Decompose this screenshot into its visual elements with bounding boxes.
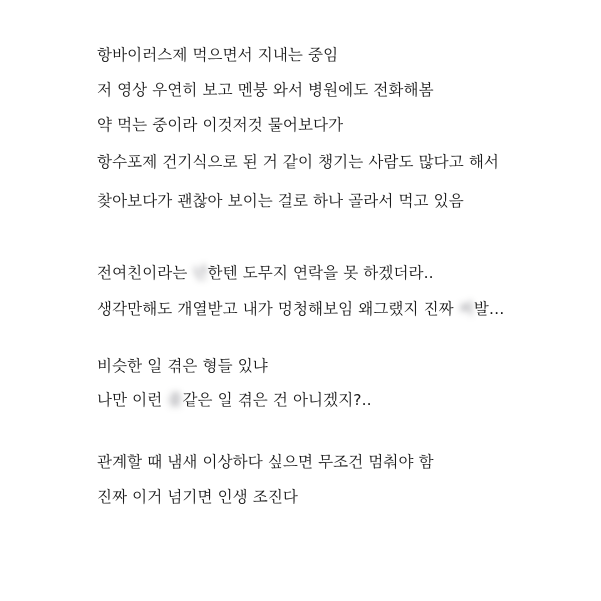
- text-line: [97, 299, 505, 319]
- censored-word: 년: [192, 264, 208, 282]
- line-text: 항바이러스제 먹으면서 지내는 중임: [97, 46, 339, 64]
- line-text: 찾아보다가 괜찮아 보이는 걸로 하나 골라서 먹고 있음: [97, 192, 464, 210]
- line-text-before: 생각만해도 개열받고 내가 멍청해보임 왜그랬지 진짜: [97, 300, 459, 318]
- text-line: [97, 390, 372, 410]
- line-text-before: 전여친이라는: [97, 264, 193, 282]
- line-text: 관계할 때 냄새 이상하다 싶으면 무조건 멈춰야 함: [97, 453, 434, 471]
- line-text-before: 나만 이런: [97, 391, 168, 409]
- text-line: [97, 487, 298, 507]
- text-line: [97, 45, 338, 65]
- line-text-after: 같은 일 겪은 건 아니겠지?..: [182, 391, 372, 409]
- censored-word: 씨: [458, 300, 474, 318]
- censored-word: 좆: [167, 391, 183, 409]
- text-line: [97, 80, 434, 100]
- text-line: [97, 115, 343, 135]
- line-text: 진짜 이거 넘기면 인생 조진다: [97, 488, 298, 506]
- line-text: 항수포제 건기식으로 된 거 같이 챙기는 사람도 많다고 해서: [97, 153, 499, 171]
- line-text: 비슷한 일 겪은 형들 있냐: [97, 357, 268, 375]
- line-text-after: 한텐 도무지 연락을 못 하겠더라..: [207, 264, 434, 282]
- text-line: [97, 263, 434, 283]
- line-text: 약 먹는 중이라 이것저것 물어보다가: [97, 116, 344, 134]
- line-text: 저 영상 우연히 보고 멘붕 와서 병원에도 전화해봄: [97, 81, 434, 99]
- line-text-after: 발…: [473, 300, 505, 318]
- text-line: [97, 191, 464, 211]
- text-line: [97, 356, 268, 376]
- text-line: [97, 152, 499, 172]
- text-line: [97, 452, 434, 472]
